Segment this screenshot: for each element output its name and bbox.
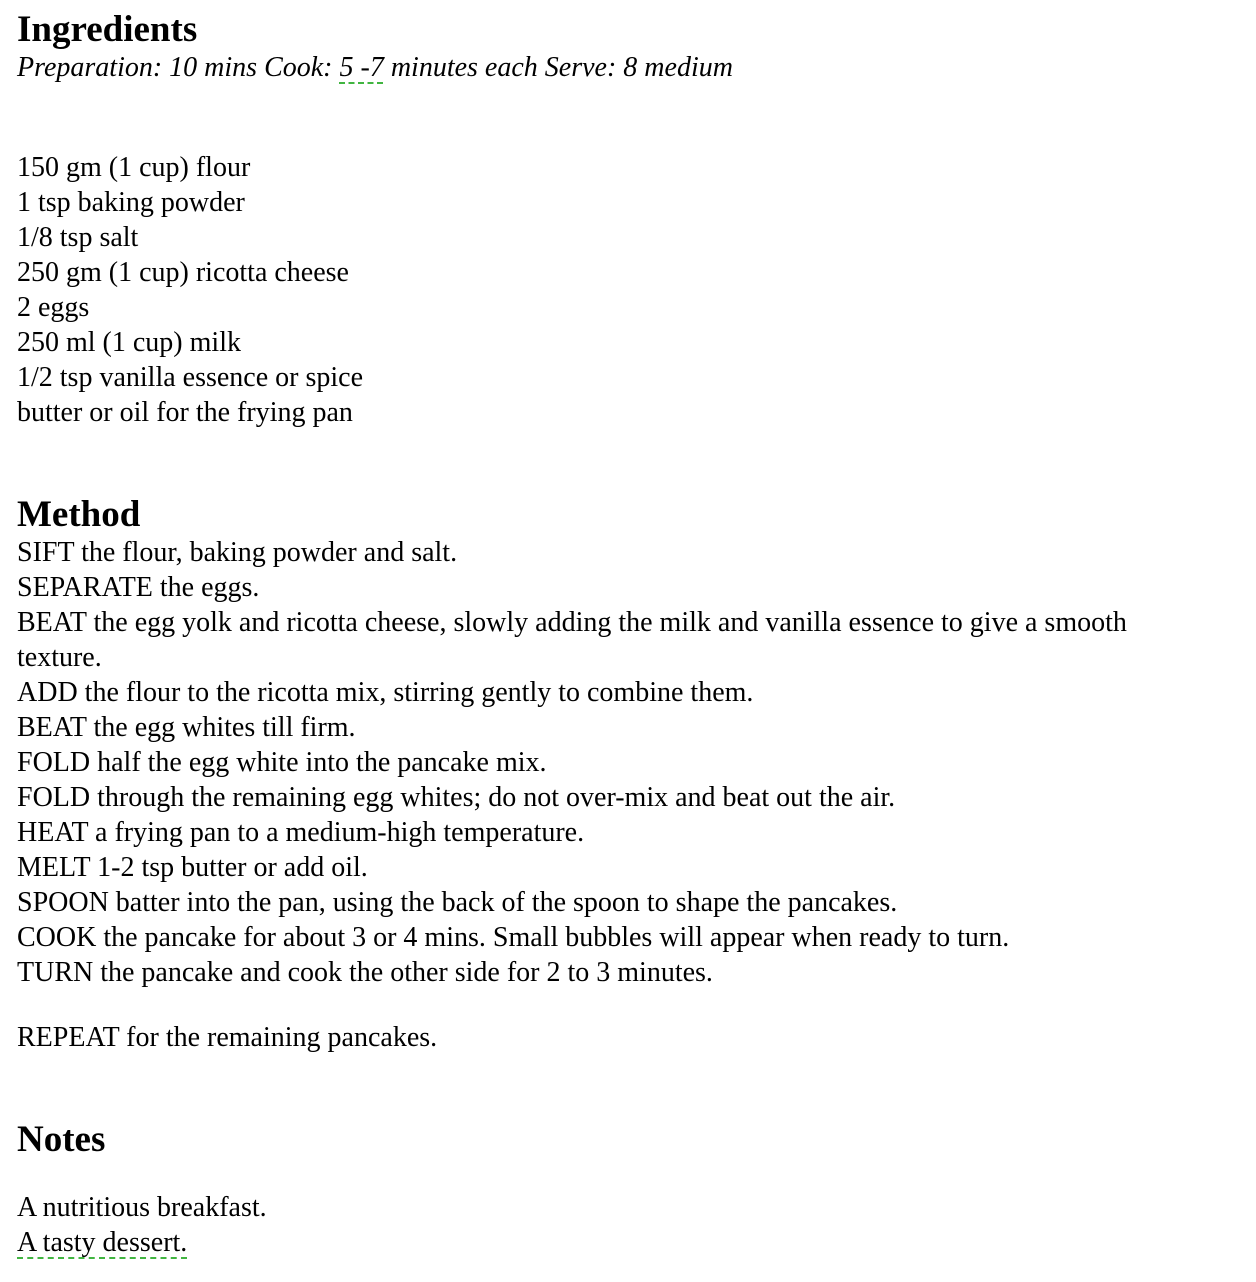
- note-item: A nutritious breakfast.: [17, 1192, 267, 1223]
- method-step: ADD the flour to the ricotta mix, stirring gently to combine them.: [17, 677, 754, 708]
- method-heading: Method: [17, 494, 141, 535]
- ingredient-item: 1/8 tsp salt: [17, 222, 139, 253]
- meta-suffix: minutes each Serve: 8 medium: [383, 52, 733, 83]
- ingredient-item: 250 gm (1 cup) ricotta cheese: [17, 257, 349, 288]
- method-step: FOLD half the egg white into the pancake mix.: [17, 747, 547, 778]
- method-repeat-step: REPEAT for the remaining pancakes.: [17, 1022, 438, 1053]
- notes-list: [17, 1190, 267, 1260]
- ingredient-item: 250 ml (1 cup) milk: [17, 327, 241, 358]
- ingredient-item: 150 gm (1 cup) flour: [17, 152, 251, 183]
- meta-prefix: Preparation: 10 mins Cook:: [17, 52, 340, 83]
- method-step: HEAT a frying pan to a medium-high temperature.: [17, 817, 585, 848]
- method-step: BEAT the egg whites till firm.: [17, 712, 356, 743]
- method-step: TURN the pancake and cook the other side for 2 to 3 minutes.: [17, 957, 713, 988]
- method-step: BEAT the egg yolk and ricotta cheese, slowly adding the milk and vanilla essence to give a smooth texture.: [17, 607, 1127, 673]
- method-step: MELT 1-2 tsp butter or add oil.: [17, 852, 368, 883]
- ingredients-list: [17, 150, 363, 430]
- method-step: COOK the pancake for about 3 or 4 mins. Small bubbles will appear when ready to turn.: [17, 922, 1010, 953]
- ingredients-heading: Ingredients: [17, 9, 198, 50]
- recipe-meta: [17, 51, 733, 85]
- notes-heading: Notes: [17, 1119, 106, 1160]
- method-step: SPOON batter into the pan, using the back of the spoon to shape the pancakes.: [17, 887, 898, 918]
- method-step: SIFT the flour, baking powder and salt.: [17, 537, 458, 568]
- method-step: SEPARATE the eggs.: [17, 572, 260, 603]
- ingredient-item: 2 eggs: [17, 292, 90, 323]
- method-step: FOLD through the remaining egg whites; do not over-mix and beat out the air.: [17, 782, 896, 813]
- method-steps: [17, 535, 1217, 990]
- ingredient-item: 1 tsp baking powder: [17, 187, 245, 218]
- meta-flagged-text[interactable]: 5 -7: [339, 52, 384, 83]
- ingredient-item: 1/2 tsp vanilla essence or spice: [17, 362, 364, 393]
- ingredient-item: butter or oil for the frying pan: [17, 397, 353, 428]
- note-item-flagged[interactable]: A tasty dessert.: [17, 1227, 188, 1258]
